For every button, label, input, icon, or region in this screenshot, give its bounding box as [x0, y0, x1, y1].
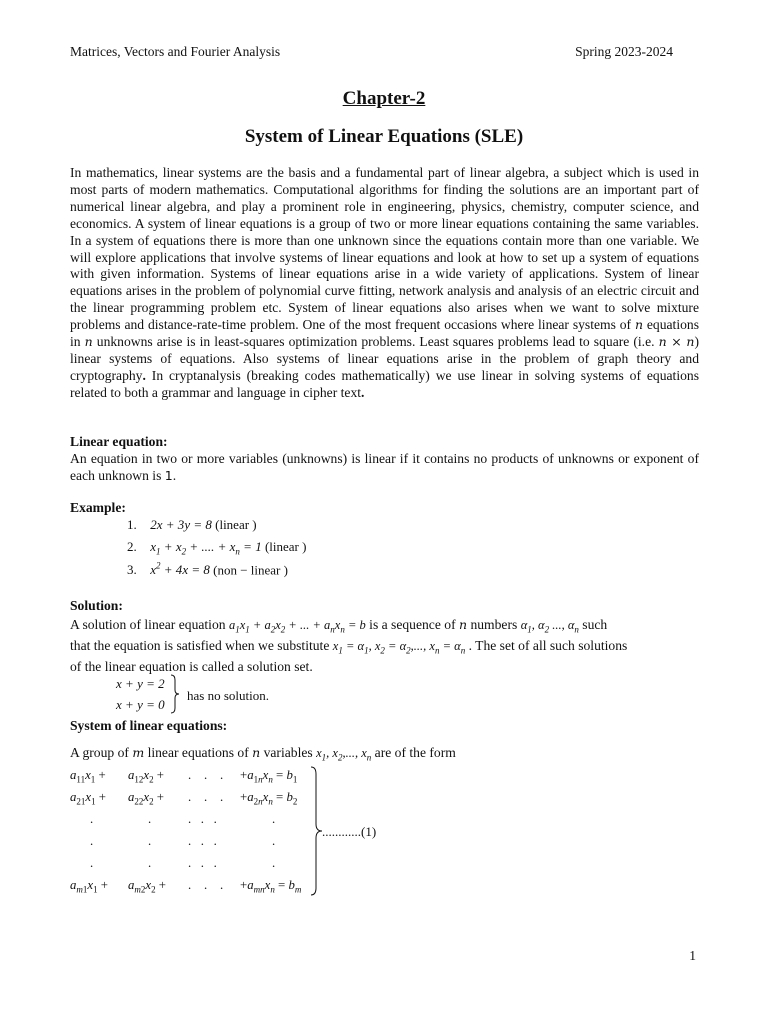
example-item-num: 1. [127, 517, 137, 532]
system-text-d: are of the form [371, 745, 456, 760]
system-text-a: A group of [70, 745, 133, 760]
intro-end-dot: . [361, 384, 365, 400]
solution-line-1 [70, 616, 700, 639]
system-intro-line [70, 744, 700, 767]
page-number: 1 [689, 948, 696, 963]
intro-text-5: In cryptanalysis (breaking codes mathematically) we use linear in solving systems of equations related to both a grammar and language in cipher text [70, 367, 699, 400]
intro-text-4: ) linear systems of equations. Also systems of linear equations arise in the problem of graph theory and cryptography [70, 334, 699, 383]
example-tag-2: (linear ) [264, 539, 307, 554]
system-n: n [252, 745, 261, 760]
intro-text-1: In mathematics, linear systems are the basis and a fundamental part of linear algebra, a subject which is used in most parts of modern mathematics. Computational algorithms for finding the solutions are an important part of numerical linear algebra, and play a prominent role in engineering, physics, chemistry, computer science, and economics. A system of linear equations is a group of two or more linear equations containing the same variables. In a system of equations there is more than one unknown since the equations contain more than one variable. We will explore applications that involve systems of linear equations and look at how to set up a system of equations with given information. Systems of linear equations arise in a wide variety of applications. System of linear equations arises in the problem of polynomial curve fitting, network analysis and analysis of an electric circuit and the linear programming problem etc. System of linear equations also arises when we want to solve mixture problems and distance-rate-time problem. One of the most frequent occasions where linear systems of [70, 165, 699, 333]
solution-substitution: $x_1 = \alpha_1$, $x_2 = \alpha_2$,..., $x_n = \alpha_n$ [332, 639, 466, 656]
system-vars: $x_1$, $x_2$,..., $x_n$ [316, 746, 372, 763]
linear-equation-end: . [172, 467, 177, 483]
solution-n: n [459, 617, 468, 632]
intro-text-3: unknowns arise is in least-squares optimization problems. Least squares problems lead to square (i.e. [92, 334, 659, 350]
header-course: Matrices, Vectors and Fourier Analysis [70, 44, 281, 59]
solution-heading: Solution: [70, 598, 123, 613]
system-text-c: variables [260, 745, 317, 760]
system-m: m [132, 745, 145, 760]
equation-number: ............(1) [322, 824, 377, 839]
linear-equation-definition [70, 451, 699, 485]
solution-text-2b: . The set of all such solutions [465, 638, 628, 653]
no-solution-system [116, 676, 165, 718]
example-heading: Example: [70, 500, 126, 515]
linear-equation-general: $a_1x_1 + a_2x_2$ + ... + $a_nx_n = b$ [228, 618, 366, 635]
intro-bold-dot: . [142, 367, 146, 383]
system-heading: System of linear equations: [70, 718, 228, 733]
example-item-1 [127, 517, 257, 533]
system-eq-1: x + y = 2 [116, 676, 165, 691]
linear-equation-heading: Linear equation: [70, 434, 168, 449]
system-eq-2: x + y = 0 [116, 697, 165, 712]
intro-paragraph [70, 165, 699, 402]
example-item-num: 3. [127, 562, 137, 578]
intro-n-1: n [634, 317, 644, 333]
solution-text-2a: that the equation is satisfied when we substitute [70, 638, 333, 653]
header-term: Spring 2023-2024 [575, 44, 673, 59]
chapter-heading: Chapter-2 [342, 88, 426, 109]
intro-nxn: n × n [658, 334, 695, 350]
page-title: System of Linear Equations (SLE) [244, 126, 524, 147]
solution-text-1c: numbers [467, 617, 521, 632]
example-eq-3: $x^2 + 4x = 8$ [150, 561, 210, 578]
example-eq-1: 2x + 3y = 8 [150, 517, 212, 532]
solution-line-2 [70, 637, 700, 660]
solution-text-1a: A solution of linear equation [70, 617, 229, 632]
example-eq-2: $x_1 + x_2$ + .... + $x_n = 1$ [150, 539, 262, 557]
example-tag-1: (linear ) [215, 517, 257, 532]
solution-alphas: $\alpha_1$, $\alpha_2$ ..., $\alpha_n$ [520, 618, 579, 635]
solution-line-3: of the linear equation is called a solution set. [70, 659, 313, 674]
intro-n-2: n [84, 334, 93, 350]
example-item-2 [127, 539, 306, 557]
no-solution-text: has no solution. [187, 688, 269, 703]
example-item-3 [127, 561, 288, 578]
document-page: Matrices, Vectors and Fourier Analysis Spring 2023-2024 Chapter-2 System of Linear Equations (SLE) In mathematics, linear systems are the basis and a fundamental part of linear algebra, a subject which is used in most parts of modern mathematics. Computational algorithms for finding the solutions are an important part of numerical linear algebra, and play a prominent role in engineering, physics, chemistry, computer science, and economics. A system of linear equations is a group of two or more linear equations containing the same variables. In a system of equations there is more than one unknown since the equations contain more than one variable. We will explore applications that involve systems of linear equations and look at how to set up a system of equations with given information. Systems of linear equations arise in a wide variety of applications. System of linear equations arises in the problem of polynomial curve fitting, network analysis and analysis of an electric circuit and the linear programming problem etc. System of linear equations also arises when we want to solve mixture problems and distance-rate-time problem. One of the most frequent occasions where linear systems of n equations in n unknowns arise is in least-squares optimization problems. Least squares problems lead to square (i.e. n × n) linear systems of equations. Also systems of linear equations arise in the problem of graph theory and cryptography. In cryptanalysis (breaking codes mathematically) we use linear in solving systems of equations related to both a grammar and language in cipher text. Linear equation: An equation in two or more variables (unknowns) is linear if it contains no products of unknowns or exponent of each unknown is 1. Example: 1. 2x + 3y = 8 (linear ) 2. $x_1 + x_2$ + .... + $x_n = 1$ (linear ) 3. $x^2 + 4x = 8$ (non − linear ) Solution: A solution of linear equation $a_1x_1 + a_2x_2$ + ... + $a_nx_n = b$ is a sequence of n numbers $\alpha_1$, $\alpha_2$ ..., $\alpha_n$ such that the equation is satisfied when we substitute $x_1 = \alpha_1$, $x_2 = \alpha_2$,..., $x_n = \alpha_n$ . The set of all such solutions of the linear equation is called a solution set. x + y = 2 x + y = 0 has no solution. System of linear equations: A group of m linear equations of n variables $x_1$, $x_2$,..., $x_n$ are of the form $a_{11}x_1$ + $a_{12}x_2$ + . . . $+a_{1n}x_n = b_1$ $a_{21}x_1$ + $a_{22}x_2$ + . . . $+a_{2n}x_n = b_2$ . . . . . . . . . . . . . . . . . . $a_{m1}x_1$ + $a_{m2}x_2$ + . . . $+a_{mn}x_n = b_m$ ............(1) 1 [0, 0, 768, 1024]
example-item-num: 2. [127, 539, 137, 554]
linear-equation-one: 1 [164, 467, 173, 483]
intro-text-2: equations in [70, 317, 699, 350]
right-brace-icon [170, 674, 180, 714]
solution-text-1d: such [578, 617, 608, 632]
example-tag-3: (non − linear ) [213, 562, 288, 578]
system-text-b: linear equations of [144, 745, 253, 760]
linear-equation-text: An equation in two or more variables (unknowns) is linear if it contains no products of unknowns or exponent of each unknown is [70, 451, 699, 483]
solution-text-1b: is a sequence of [365, 617, 459, 632]
